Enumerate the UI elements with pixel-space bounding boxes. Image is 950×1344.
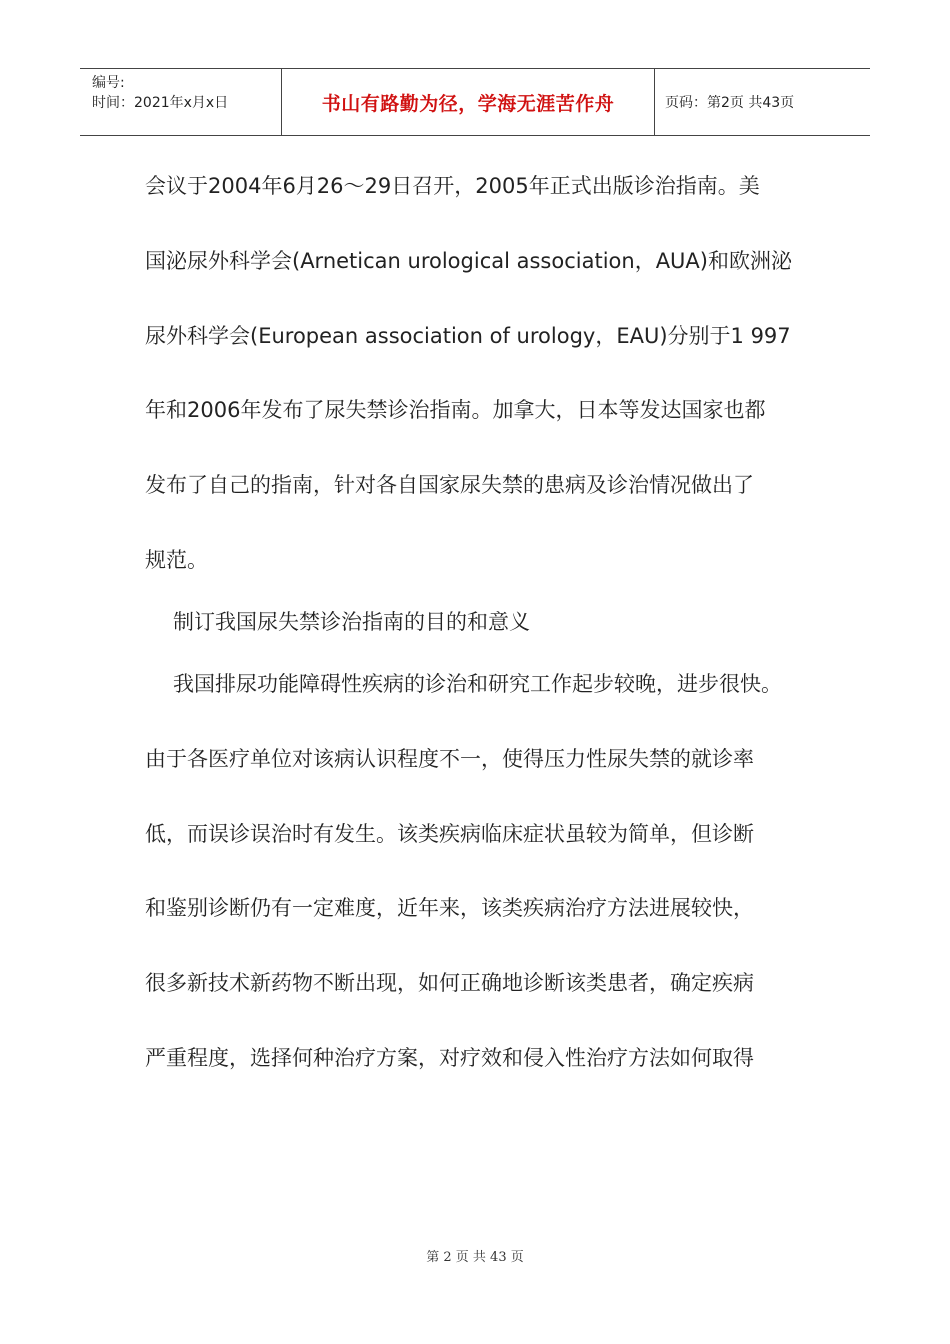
text-line: 会议于2004年6月26～29日召开，2005年正式出版诊治指南。美 — [145, 174, 760, 198]
text-line: 和鉴别诊断仍有一定难度，近年来，该类疾病治疗方法进展较快， — [145, 896, 754, 921]
text-line: 低，而误诊误治时有发生。该类疾病临床症状虽较为简单，但诊断 — [145, 821, 754, 846]
text-line: 由于各医疗单位对该病认识程度不一，使得压力性尿失禁的就诊率 — [145, 746, 754, 771]
text-line: 年和2006年发布了尿失禁诊治指南。加拿大，日本等发达国家也都 — [145, 398, 766, 423]
document-body — [145, 170, 825, 1117]
text-line: 很多新技术新药物不断出现，如何正确地诊断该类患者，确定疾病 — [145, 971, 754, 996]
text-line: 国泌尿外科学会(Arnetican urological association，AUA)和欧洲泌 — [145, 248, 792, 273]
header-meta — [80, 69, 282, 135]
doc-number-label: 编号: — [92, 75, 125, 91]
paragraph-1 — [145, 170, 825, 606]
text-line: 发布了自己的指南，针对各自国家尿失禁的患病及诊治情况做出了 — [145, 473, 754, 498]
section-heading — [145, 606, 825, 668]
header-page-info: 页码：第2页 共43页 — [665, 95, 795, 111]
text-line: 尿外科学会(European association of urology，EAU)分别于1 997 — [145, 323, 791, 348]
doc-time-label: 时间：2021年x月x日 — [92, 95, 229, 111]
paragraph-2 — [145, 668, 825, 1117]
text-line: 规范。 — [145, 547, 208, 572]
page-footer: 第 2 页 共 43 页 — [426, 1250, 524, 1265]
heading-line: 制订我国尿失禁诊治指南的目的和意义 — [173, 609, 530, 634]
text-line: 严重程度，选择何种治疗方案，对疗效和侵入性治疗方法如何取得 — [145, 1045, 754, 1070]
page-header — [80, 68, 870, 136]
header-motto: 书山有路勤为径，学海无涯苦作舟 — [282, 69, 655, 135]
text-line: 我国排尿功能障碍性疾病的诊治和研究工作起步较晚，进步很快。 — [173, 671, 782, 696]
